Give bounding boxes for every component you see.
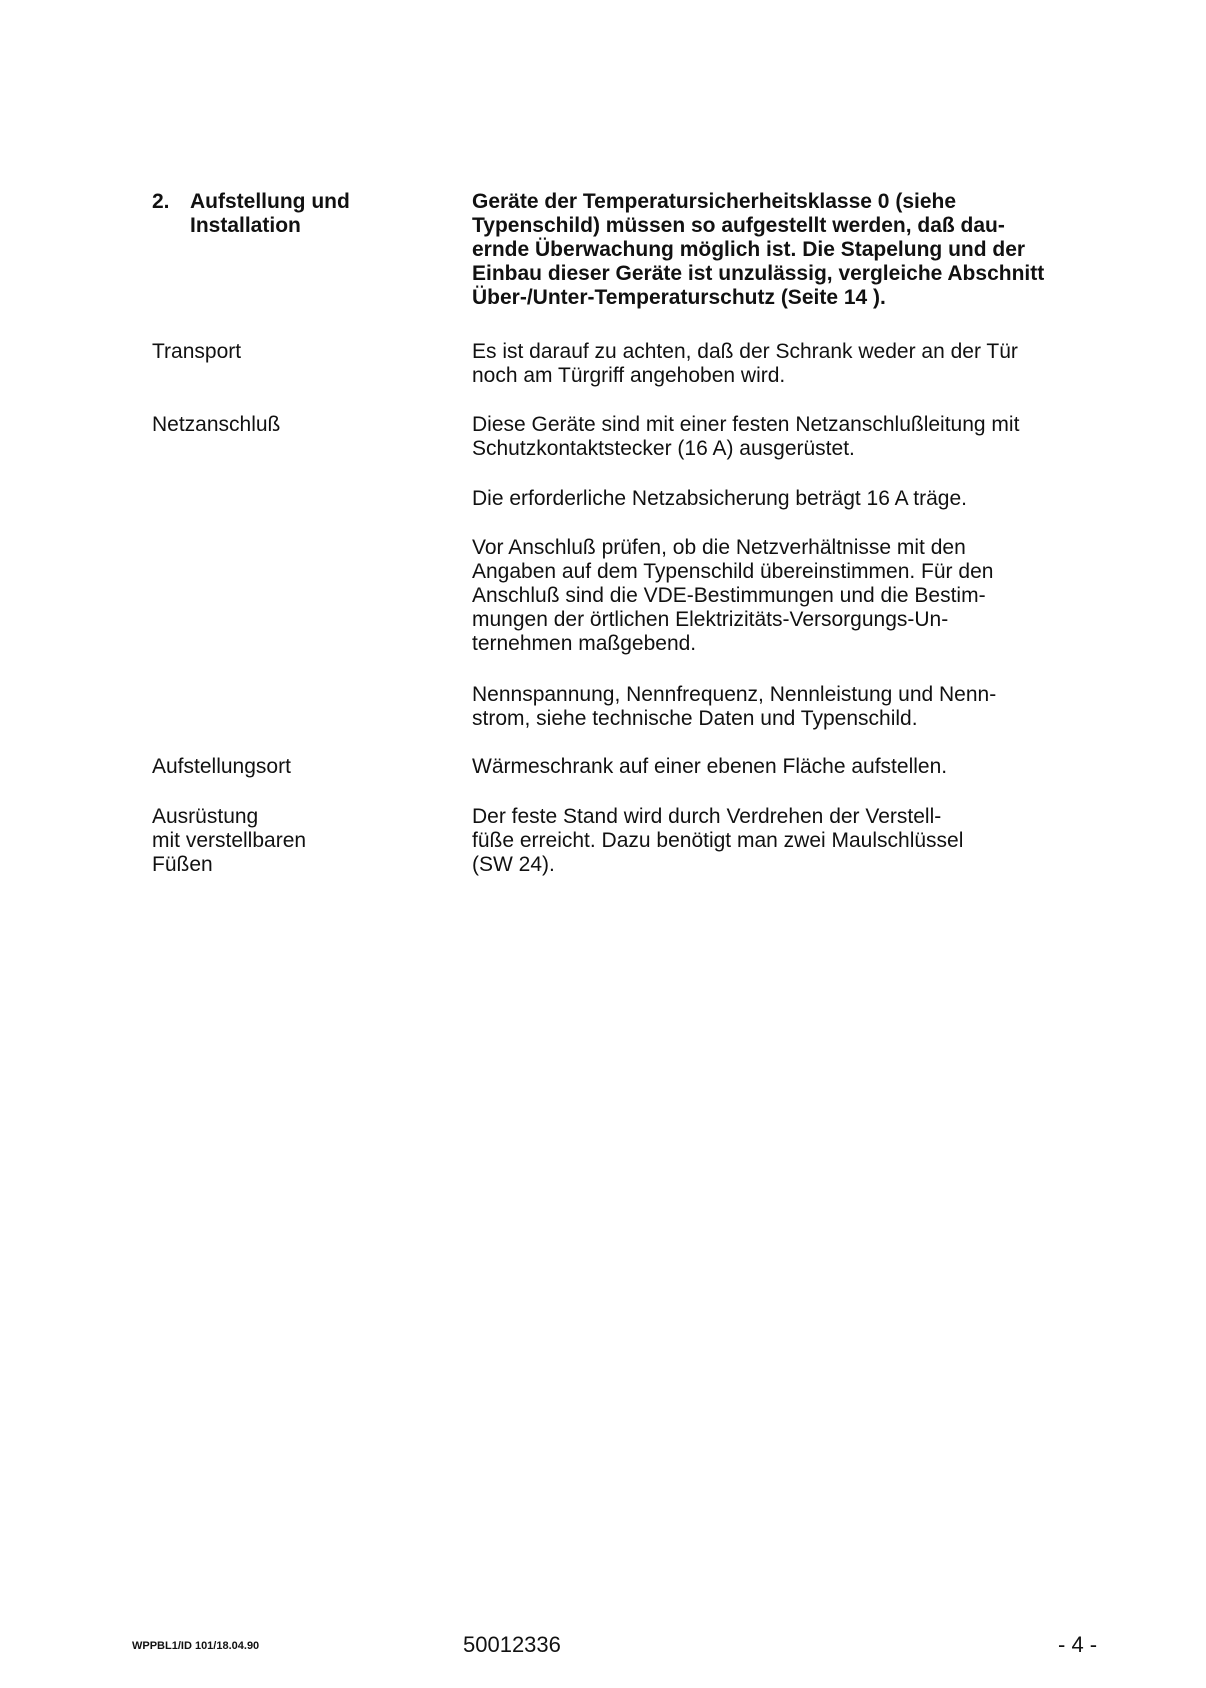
ausruestung-label [152, 805, 452, 877]
footer-document-code: WPPBL1/ID 101/18.04.90 [132, 1640, 260, 1652]
section-title-line: Aufstellung und [190, 190, 350, 213]
section-intro [472, 190, 1112, 310]
text-line: Über-/Unter-Temperaturschutz (Seite 14 ). [472, 286, 886, 309]
text-line: Geräte der Temperatursicherheitsklasse 0 (siehe [472, 190, 957, 213]
netzanschluss-label: Netzanschluß [152, 413, 281, 436]
aufstellungsort-label: Aufstellungsort [152, 755, 291, 778]
label-line: Ausrüstung [152, 805, 259, 828]
text-line: Die erforderliche Netzabsicherung beträgt 16 A träge. [472, 487, 967, 510]
section-heading [152, 190, 452, 237]
section-title-line: Installation [190, 214, 301, 237]
text-line: Typenschild) müssen so aufgestellt werden, daß dau- [472, 214, 1005, 237]
text-line: Vor Anschluß prüfen, ob die Netzverhältnisse mit den [472, 536, 966, 559]
text-line: füße erreicht. Dazu benötigt man zwei Maulschlüssel [472, 829, 964, 852]
page-number: - 4 - [1058, 1632, 1098, 1657]
text-line: strom, siehe technische Daten und Typenschild. [472, 707, 918, 730]
netzanschluss-para-2 [472, 487, 1112, 511]
netzanschluss-para-4 [472, 683, 1112, 731]
section-title [190, 190, 350, 238]
text-line: mungen der örtlichen Elektrizitäts-Versorgungs-Un- [472, 608, 949, 631]
text-line: Der feste Stand wird durch Verdrehen der Verstell- [472, 805, 942, 828]
label-line: Füßen [152, 853, 213, 876]
text-line: Es ist darauf zu achten, daß der Schrank weder an der Tür [472, 340, 1018, 363]
netzanschluss-para-3 [472, 536, 1112, 656]
transport-label: Transport [152, 340, 242, 363]
netzanschluss-para-1 [472, 413, 1112, 461]
page-footer [0, 1632, 1206, 1662]
ausruestung-text [472, 805, 1112, 877]
text-line: noch am Türgriff angehoben wird. [472, 364, 786, 387]
text-line: Anschluß sind die VDE-Bestimmungen und die Bestim- [472, 584, 986, 607]
text-line: ernde Überwachung möglich ist. Die Stapelung und der [472, 238, 1026, 261]
text-line: Schutzkontaktstecker (16 A) ausgerüstet. [472, 437, 855, 460]
label-line: mit verstellbaren [152, 829, 307, 852]
text-line: (SW 24). [472, 853, 555, 876]
transport-text [472, 340, 1112, 388]
text-line: Diese Geräte sind mit einer festen Netzanschlußleitung mit [472, 413, 1020, 436]
text-line: Wärmeschrank auf einer ebenen Fläche aufstellen. [472, 755, 948, 778]
section-number: 2. [152, 190, 170, 213]
aufstellungsort-text [472, 755, 1112, 779]
footer-document-number: 50012336 [463, 1632, 561, 1657]
text-line: Angaben auf dem Typenschild übereinstimmen. Für den [472, 560, 994, 583]
text-line: ternehmen maßgebend. [472, 632, 697, 655]
text-line: Nennspannung, Nennfrequenz, Nennleistung und Nenn- [472, 683, 997, 706]
text-line: Einbau dieser Geräte ist unzulässig, vergleiche Abschnitt [472, 262, 1045, 285]
